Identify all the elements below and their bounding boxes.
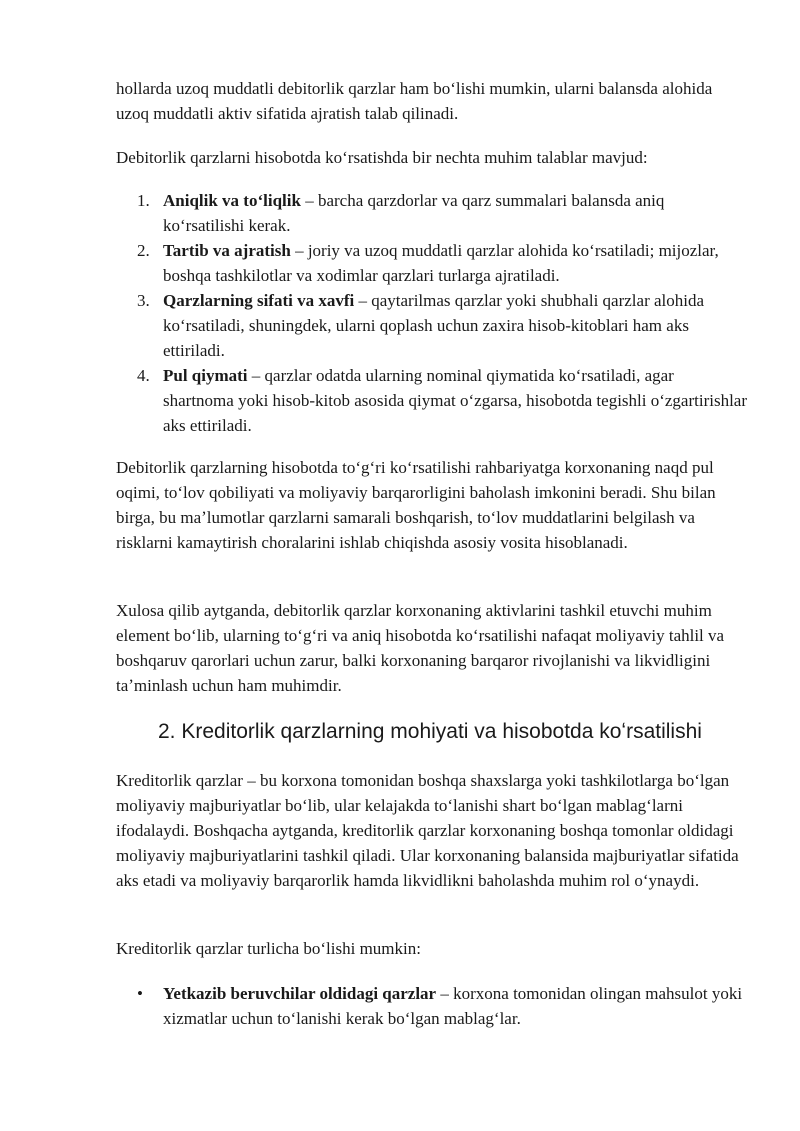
list-item xyxy=(137,188,748,238)
paragraph-payables-definition: Kreditorlik qarzlar – bu korxona tomonidan boshqa shaxslarga yoki tashkilotlarga boʻlgan moliyaviy majburiyatlar boʻlib, ular kelajakda toʻlanishi shart boʻlgan mablagʻlarni ifodalaydi. Boshqacha aytganda, kreditorlik qarzlar korxonaning boshqa tomonlar oldidagi moliyaviy majburiyatlarini tashkil qiladi. Ular korxonaning balansida majburiyatlar sifatida aks etadi va moliyaviy barqarorlik hamda likvidlikni baholashda muhim rol oʻynaydi. xyxy=(116,771,739,890)
list-item-text: – barcha qarzdorlar va qarz summalari balansda aniq koʻrsatilishi kerak. xyxy=(163,191,665,235)
list-item xyxy=(137,363,748,438)
section-heading: 2. Kreditorlik qarzlarning mohiyati va hisobotda koʻrsatilishi xyxy=(158,720,702,743)
list-item-number: 4. xyxy=(137,366,150,385)
payables-types-bullet-list xyxy=(137,981,748,1031)
list-item-term: Tartib va ajratish xyxy=(163,241,291,260)
bullet-icon: • xyxy=(137,984,143,1003)
paragraph-payables-types-intro: Kreditorlik qarzlar turlicha boʻlishi mumkin: xyxy=(116,939,421,958)
list-item-text: – qaytarilmas qarzlar yoki shubhali qarzlar alohida koʻrsatiladi, shuningdek, ularni qoplash uchun zaxira hisob-kitoblari ham aks ettiriladi. xyxy=(163,291,705,360)
paragraph-conclusion: Xulosa qilib aytganda, debitorlik qarzlar korxonaning aktivlarini tashkil etuvchi muhim element boʻlib, ularning toʻgʻri va aniq hisobotda koʻrsatilishi nafaqat moliyaviy tahlil va boshqaruv qarorlari uchun zarur, balki korxonaning barqaror rivojlanishi va likvidligini taʼminlash uchun ham muhimdir. xyxy=(116,601,725,695)
list-item-term: Aniqlik va toʻliqlik xyxy=(163,191,301,210)
list-item xyxy=(137,238,748,288)
paragraph-long-term-receivables: hollarda uzoq muddatli debitorlik qarzlar ham boʻlishi mumkin, ularni balansda alohida uzoq muddatli aktiv sifatida ajratish talab qilinadi. xyxy=(116,79,713,123)
list-item-term: Yetkazib beruvchilar oldidagi qarzlar xyxy=(163,984,437,1003)
list-item xyxy=(137,288,748,363)
paragraph-requirements-intro: Debitorlik qarzlarni hisobotda koʻrsatishda bir nechta muhim talablar mavjud: xyxy=(116,148,648,167)
list-item-text: – joriy va uzoq muddatli qarzlar alohida koʻrsatiladi; mijozlar, boshqa tashkilotlar va xodimlar qarzlari turlarga ajratiladi. xyxy=(163,241,719,285)
list-item-text: – qarzlar odatda ularning nominal qiymatida koʻrsatiladi, agar shartnoma yoki hisob-kitob asosida qiymat oʻzgarsa, hisobotda tegishli oʻzgartirishlar aks ettiriladi. xyxy=(163,366,748,435)
list-item-number: 3. xyxy=(137,291,150,310)
list-item-text: – korxona tomonidan olingan mahsulot yoki xizmatlar uchun toʻlanishi kerak boʻlgan mablagʻlar. xyxy=(163,984,743,1028)
list-item-term: Qarzlarning sifati va xavfi xyxy=(163,291,355,310)
requirements-numbered-list xyxy=(137,188,748,438)
list-item-number: 2. xyxy=(137,241,150,260)
paragraph-reporting-importance: Debitorlik qarzlarning hisobotda toʻgʻri koʻrsatilishi rahbariyatga korxonaning naqd pul oqimi, toʻlov qobiliyati va moliyaviy barqarorligini baholash imkonini beradi. Shu bilan birga, bu maʼlumotlar qarzlarni samarali boshqarish, toʻlov muddatlarini belgilash va risklarni kamaytirish choralarini ishlab chiqishda asosiy vosita hisoblanadi. xyxy=(116,458,716,552)
list-item xyxy=(137,981,748,1031)
list-item-term: Pul qiymati xyxy=(163,366,248,385)
list-item-number: 1. xyxy=(137,191,150,210)
